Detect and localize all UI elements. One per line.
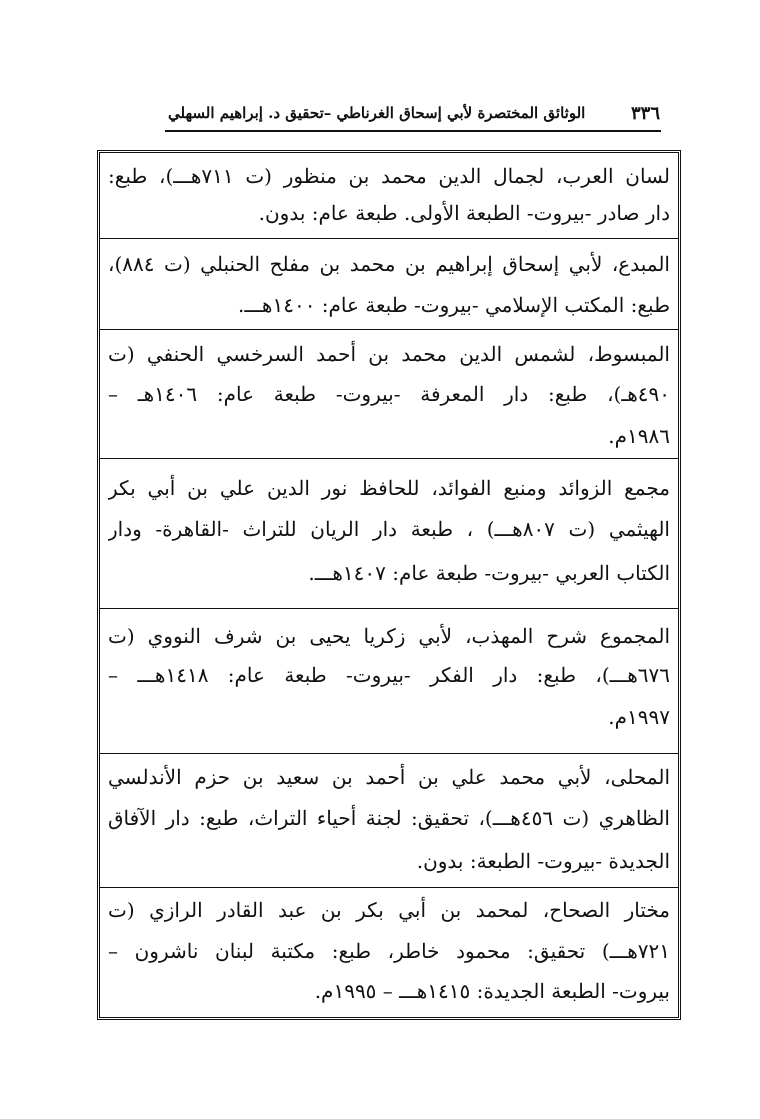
reference-line: الكتاب العربي -بيروت- طبعة عام: ١٤٠٧هـــ. [308, 561, 670, 585]
reference-line: المبسوط، لشمس الدين محمد بن أحمد السرخسي الحنفي (ت [108, 342, 670, 366]
reference-line: ١٩٩٧م. [608, 705, 670, 729]
reference-line: دار صادر -بيروت- الطبعة الأولى. طبعة عام: بدون. [258, 201, 670, 225]
reference-line: ٦٧٦هـــ)، طبع: دار الفكر -بيروت- طبعة عام: ١٤١٨هـــ – [108, 663, 670, 687]
reference-entry [100, 330, 678, 459]
reference-entry [100, 609, 678, 754]
page-header [168, 98, 660, 128]
reference-line: الجديدة -بيروت- الطبعة: بدون. [416, 849, 670, 873]
reference-line: مجمع الزوائد ومنبع الفوائد، للحافظ نور الدين علي بن أبي بكر [108, 476, 670, 500]
reference-entry [100, 153, 678, 239]
header-rule [165, 130, 661, 132]
reference-line: المحلى، لأبي محمد علي بن أحمد بن سعيد بن حزم الأندلسي [108, 765, 670, 789]
reference-line: ٤٩٠هـ)، طبع: دار المعرفة -بيروت- طبعة عام: ١٤٠٦هـ – [108, 382, 670, 406]
reference-line: طبع: المكتب الإسلامي -بيروت- طبعة عام: ١٤٠٠هـــ. [237, 293, 670, 317]
reference-line: الظاهري (ت ٤٥٦هـــ)، تحقيق: لجنة أحياء التراث، طبع: دار الآفاق [108, 806, 670, 830]
reference-line: بيروت- الطبعة الجديدة: ١٤١٥هـــ – ١٩٩٥م. [314, 979, 670, 1003]
reference-entry [100, 888, 678, 1017]
running-title: الوثائق المختصرة لأبي إسحاق الغرناطي –تحقيق د. إبراهيم السهلي [168, 104, 586, 122]
reference-line: ١٩٨٦م. [608, 424, 670, 448]
reference-entry [100, 754, 678, 888]
reference-line: المجموع شرح المهذب، لأبي زكريا يحيى بن شرف النووي (ت [108, 624, 670, 648]
reference-line: ٧٢١هـــ) تحقيق: محمود خاطر، طبع: مكتبة لبنان ناشرون – [108, 939, 670, 963]
reference-line: لسان العرب، لجمال الدين محمد بن منظور (ت ٧١١هـــ)، طبع: [108, 164, 670, 188]
reference-line: مختار الصحاح، لمحمد بن أبي بكر بن عبد القادر الرازي (ت [108, 898, 670, 922]
reference-entry [100, 239, 678, 330]
page-number: ٣٣٦ [630, 102, 660, 124]
reference-line: الهيثمي (ت ٨٠٧هـــ) ، طبعة دار الريان للتراث -القاهرة- ودار [108, 517, 670, 541]
reference-entry [100, 459, 678, 609]
references-table [97, 150, 681, 1020]
reference-line: المبدع، لأبي إسحاق إبراهيم بن محمد بن مفلح الحنبلي (ت ٨٨٤)، [108, 252, 670, 276]
